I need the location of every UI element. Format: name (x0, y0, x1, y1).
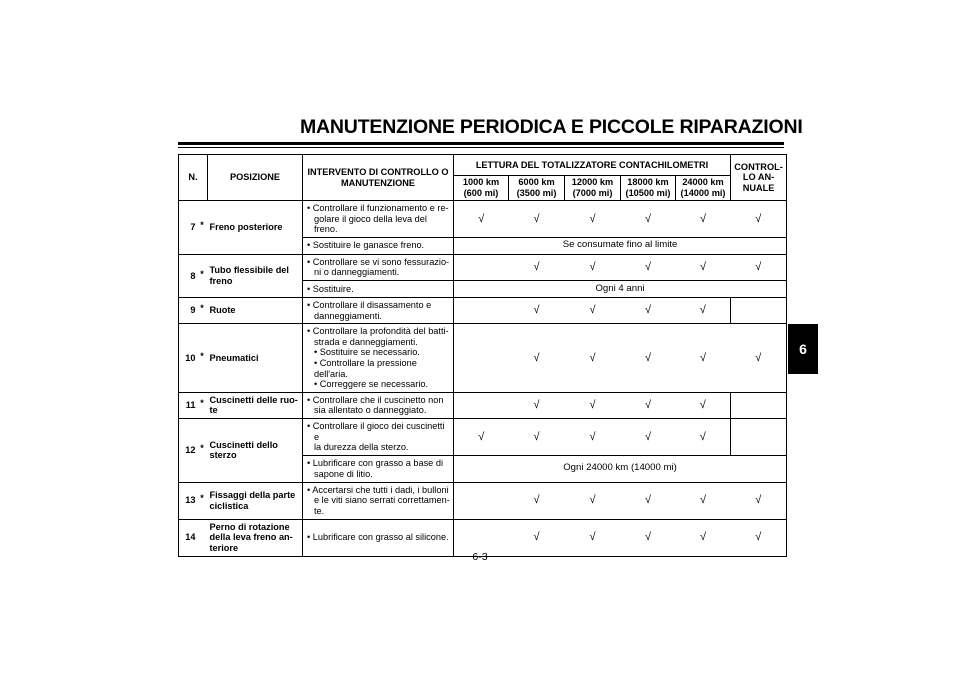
empty-cell (731, 392, 787, 418)
header-km-4: 18000 km (10500 mi) (621, 176, 676, 201)
check-mark: √ (509, 519, 565, 556)
header-km-2: 6000 km (3500 mi) (509, 176, 565, 201)
empty-cell (731, 418, 787, 455)
asterisk-empty (197, 519, 208, 556)
check-mark: √ (565, 482, 621, 519)
asterisk: * (197, 254, 208, 297)
row-position: Cuscinetti delle ruo- te (208, 392, 303, 418)
header-km-3: 12000 km (7000 mi) (565, 176, 621, 201)
check-mark: √ (509, 482, 565, 519)
check-mark: √ (621, 324, 676, 393)
check-mark: √ (621, 254, 676, 280)
check-mark: √ (676, 297, 731, 323)
row-number: 7 (179, 201, 197, 255)
check-mark: √ (731, 254, 787, 280)
check-mark: √ (731, 482, 787, 519)
row-number: 13 (179, 482, 197, 519)
check-mark: √ (565, 254, 621, 280)
span-note: Se consumate fino al limite (454, 237, 787, 254)
asterisk: * (197, 392, 208, 418)
chapter-tab: 6 (788, 324, 818, 374)
empty-cell (454, 392, 509, 418)
table-row (179, 201, 787, 238)
check-mark: √ (621, 418, 676, 455)
header-annual: CONTROL- LO AN- NUALE (731, 155, 787, 201)
check-mark: √ (565, 519, 621, 556)
row-action: • Sostituire. (303, 280, 454, 297)
table-row (179, 418, 787, 455)
row-position: Tubo flessibile del freno (208, 254, 303, 297)
row-action: • Controllare il funzionamento e re- golare il gioco della leva del freno. (303, 201, 454, 238)
check-mark: √ (565, 324, 621, 393)
check-mark: √ (621, 392, 676, 418)
empty-cell (454, 324, 509, 393)
header-km-1: 1000 km (600 mi) (454, 176, 509, 201)
asterisk: * (197, 418, 208, 482)
page-title: MANUTENZIONE PERIODICA E PICCOLE RIPARAZIONI (300, 116, 803, 138)
empty-cell (731, 297, 787, 323)
check-mark: √ (676, 324, 731, 393)
check-mark: √ (621, 201, 676, 238)
row-position: Fissaggi della parte ciclistica (208, 482, 303, 519)
row-action: • Controllare se vi sono fessurazio- ni o danneggiamenti. (303, 254, 454, 280)
check-mark: √ (509, 297, 565, 323)
row-action: • Controllare la profondità del batti- strada e danneggiamenti. • Sostituire se necessario. • Controllare la pressione dell'aria. • Correggere se necessario. (303, 324, 454, 393)
title-rule-thin (178, 147, 784, 148)
row-number: 12 (179, 418, 197, 482)
row-action: • Sostituire le ganasce freno. (303, 237, 454, 254)
check-mark: √ (676, 418, 731, 455)
span-note: Ogni 24000 km (14000 mi) (454, 455, 787, 482)
table-row (179, 519, 787, 556)
check-mark: √ (565, 418, 621, 455)
header-n: N. (179, 155, 208, 201)
row-position: Cuscinetti dello sterzo (208, 418, 303, 482)
asterisk: * (197, 482, 208, 519)
check-mark: √ (565, 392, 621, 418)
check-mark: √ (621, 297, 676, 323)
check-mark: √ (621, 519, 676, 556)
check-mark: √ (676, 519, 731, 556)
table-row (179, 254, 787, 280)
check-mark: √ (565, 201, 621, 238)
empty-cell (454, 482, 509, 519)
row-action: • Accertarsi che tutti i dadi, i bulloni e le viti siano serrati correttamen- te. (303, 482, 454, 519)
table-row (179, 482, 787, 519)
check-mark: √ (731, 519, 787, 556)
header-intervention: INTERVENTO DI CONTROLLO O MANUTENZIONE (303, 155, 454, 201)
check-mark: √ (454, 418, 509, 455)
row-action: • Controllare che il cuscinetto non sia allentato o danneggiato. (303, 392, 454, 418)
table-row (179, 324, 787, 393)
empty-cell (454, 254, 509, 280)
row-number: 10 (179, 324, 197, 393)
check-mark: √ (509, 254, 565, 280)
check-mark: √ (676, 392, 731, 418)
table-row (179, 392, 787, 418)
maintenance-table (178, 154, 787, 557)
page-number: 6-3 (472, 551, 488, 563)
header-km-5: 24000 km (14000 mi) (676, 176, 731, 201)
row-number: 9 (179, 297, 197, 323)
row-position: Perno di rotazione della leva freno an- teriore (208, 519, 303, 556)
row-number: 8 (179, 254, 197, 297)
row-number: 11 (179, 392, 197, 418)
row-action: • Lubrificare con grasso al silicone. (303, 519, 454, 556)
title-rule-thick (178, 142, 784, 145)
row-position: Freno posteriore (208, 201, 303, 255)
header-odometer: LETTURA DEL TOTALIZZATORE CONTACHILOMETRI (454, 155, 731, 176)
row-position: Ruote (208, 297, 303, 323)
empty-cell (454, 519, 509, 556)
row-action: • Controllare il disassamento e danneggiamenti. (303, 297, 454, 323)
check-mark: √ (509, 392, 565, 418)
check-mark: √ (565, 297, 621, 323)
empty-cell (454, 297, 509, 323)
check-mark: √ (509, 324, 565, 393)
row-number: 14 (179, 519, 197, 556)
check-mark: √ (621, 482, 676, 519)
table-row (179, 297, 787, 323)
row-action: • Controllare il gioco dei cuscinetti e la durezza della sterzo. (303, 418, 454, 455)
check-mark: √ (509, 201, 565, 238)
header-position: POSIZIONE (208, 155, 303, 201)
check-mark: √ (676, 482, 731, 519)
asterisk: * (197, 324, 208, 393)
span-note: Ogni 4 anni (454, 280, 787, 297)
check-mark: √ (731, 324, 787, 393)
asterisk: * (197, 201, 208, 255)
check-mark: √ (731, 201, 787, 238)
check-mark: √ (676, 254, 731, 280)
check-mark: √ (509, 418, 565, 455)
asterisk: * (197, 297, 208, 323)
check-mark: √ (676, 201, 731, 238)
row-position: Pneumatici (208, 324, 303, 393)
row-action: • Lubrificare con grasso a base di sapone di litio. (303, 455, 454, 482)
check-mark: √ (454, 201, 509, 238)
